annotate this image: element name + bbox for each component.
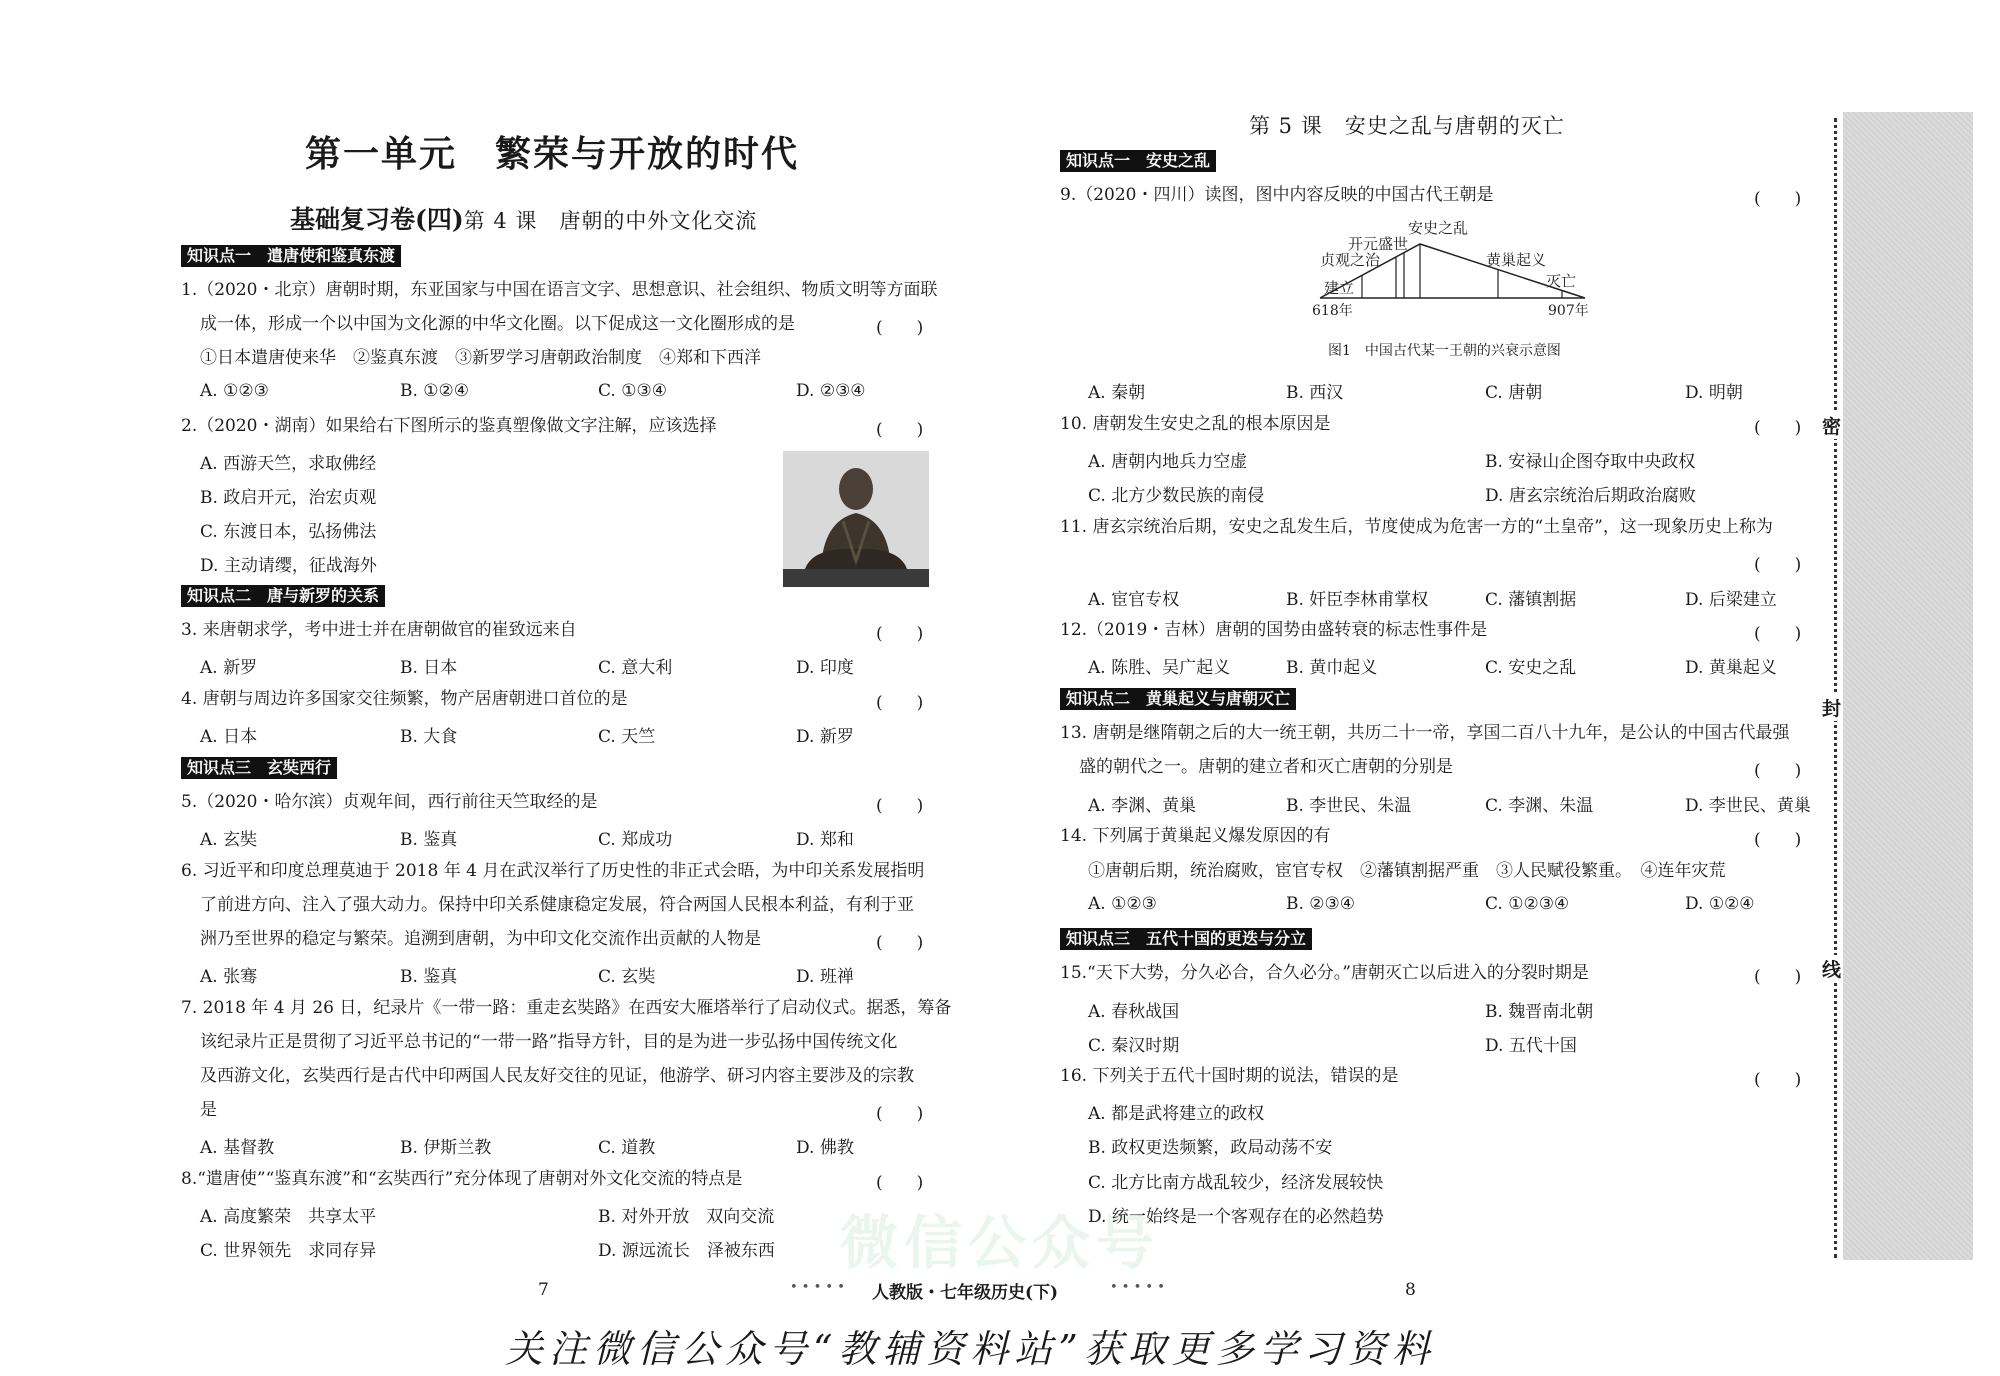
option: A. 宦官专权 [1088, 590, 1180, 610]
question-text: 10. 唐朝发生安史之乱的根本原因是 [1060, 414, 1331, 434]
question-text: 12.（2019・吉林）唐朝的国势由盛转衰的标志性事件是 [1060, 620, 1488, 640]
page-number-left: 7 [538, 1280, 549, 1300]
option: A. 秦朝 [1088, 383, 1146, 403]
answer-blank: ( ) [876, 933, 924, 953]
answer-blank: ( ) [876, 420, 924, 440]
option: D. 郑和 [796, 830, 854, 850]
option: B. 日本 [400, 658, 458, 678]
question-text: 7. 2018 年 4 月 26 日，纪录片《一带一路：重走玄奘路》在西安大雁塔举行了启动仪式。据悉，筹备 [181, 998, 952, 1018]
option: D. ①②④ [1685, 894, 1755, 914]
knowledge-point-header: 知识点一 安史之乱 [1060, 150, 1216, 172]
question-text: 14. 下列属于黄巢起义爆发原因的有 [1060, 826, 1331, 846]
answer-blank: ( ) [1754, 830, 1802, 850]
seal-char-xian: 线 [1822, 955, 1841, 982]
answer-blank: ( ) [1754, 418, 1802, 438]
option: D. 统一始终是一个客观存在的必然趋势 [1088, 1207, 1384, 1227]
question-text: 成一体，形成一个以中国为文化源的中华文化圈。以下促成这一文化圈形成的是 [200, 314, 795, 334]
question-text: 9.（2020・四川）读图，图中内容反映的中国古代王朝是 [1060, 185, 1494, 205]
option: B. ①②④ [400, 381, 470, 401]
knowledge-point-header: 知识点二 黄巢起义与唐朝灭亡 [1060, 688, 1296, 710]
paper-subtitle: 基础复习卷(四) [290, 205, 464, 234]
option: B. 魏晋南北朝 [1485, 1002, 1594, 1022]
footer-dots-right: • • • • • [1110, 1280, 1165, 1295]
option: D. 五代十国 [1485, 1036, 1577, 1056]
seal-char-feng: 封 [1822, 694, 1841, 721]
option: A. 高度繁荣 共享太平 [200, 1207, 377, 1227]
question-text: 是 [200, 1100, 217, 1120]
option: D. 新罗 [796, 727, 854, 747]
label-anshi: 安史之乱 [1408, 219, 1469, 237]
option: B. 鉴真 [400, 830, 458, 850]
question-text: 洲乃至世界的稳定与繁荣。追溯到唐朝，为中印文化交流作出贡献的人物是 [200, 929, 761, 949]
option: A. 李渊、黄巢 [1088, 796, 1197, 816]
option: A. 日本 [200, 727, 258, 747]
option: C. 李渊、朱温 [1485, 796, 1594, 816]
jianzhen-statue-image [783, 451, 929, 587]
option: B. 大食 [400, 727, 458, 747]
seal-dotted-line [1834, 118, 1837, 1258]
knowledge-point-header: 知识点一 遣唐使和鉴真东渡 [181, 245, 401, 267]
option: C. 唐朝 [1485, 383, 1543, 403]
option: D. 唐玄宗统治后期政治腐败 [1485, 486, 1696, 506]
option: B. 政权更迭频繁，政局动荡不安 [1088, 1138, 1333, 1158]
option: C. 道教 [598, 1138, 656, 1158]
option: C. 天竺 [598, 727, 656, 747]
option: C. 秦汉时期 [1088, 1036, 1180, 1056]
statue-icon [783, 451, 929, 587]
question-text: 4. 唐朝与周边许多国家交往频繁，物产居唐朝进口首位的是 [181, 689, 628, 709]
option: C. 意大利 [598, 658, 673, 678]
option: B. 黄巾起义 [1286, 658, 1378, 678]
label-618: 618年 [1312, 303, 1353, 319]
answer-blank: ( ) [1754, 1070, 1802, 1090]
question-text: 及西游文化，玄奘西行是古代中印两国人民友好交往的见证，他游学、研习内容主要涉及的宗教 [200, 1066, 914, 1086]
option: B. ②③④ [1286, 894, 1356, 914]
option: C. ①③④ [598, 381, 667, 401]
option: C. 玄奘 [598, 967, 656, 987]
label-907: 907年 [1548, 303, 1589, 319]
book-edition-label: 人教版・七年级历史(下) [872, 1283, 1059, 1303]
option: B. 政启开元，治宏贞观 [200, 488, 377, 508]
option: A. 陈胜、吴广起义 [1088, 658, 1231, 678]
question-text: 8.“遣唐使”“鉴真东渡”和“玄奘西行”充分体现了唐朝对外文化交流的特点是 [181, 1169, 743, 1189]
option: D. 后梁建立 [1685, 590, 1777, 610]
option: D. 佛教 [796, 1138, 854, 1158]
option: C. 郑成功 [598, 830, 673, 850]
option: A. 唐朝内地兵力空虚 [1088, 452, 1248, 472]
question-text: 13. 唐朝是继隋朝之后的大一统王朝，共历二十一帝，享国二百八十九年，是公认的中国古代最强 [1060, 723, 1790, 743]
option: C. 藩镇割据 [1485, 590, 1577, 610]
option: D. 班禅 [796, 967, 854, 987]
answer-blank: ( ) [876, 693, 924, 713]
answer-blank: ( ) [1754, 761, 1802, 781]
answer-blank: ( ) [876, 318, 924, 338]
label-zhenguan: 贞观之治 [1320, 251, 1381, 269]
label-huangchao: 黄巢起义 [1486, 251, 1547, 269]
option: A. 都是武将建立的政权 [1088, 1104, 1265, 1124]
option: B. 西汉 [1286, 383, 1344, 403]
option: D. 源远流长 泽被东西 [598, 1241, 775, 1261]
figure-caption: 图1 中国古代某一王朝的兴衰示意图 [1328, 343, 1561, 359]
question-text: 该纪录片正是贯彻了习近平总书记的“一带一路”指导方针，目的是为进一步弘扬中国传统文化 [200, 1032, 898, 1052]
option: B. 伊斯兰教 [400, 1138, 492, 1158]
question-text: 了前进方向、注入了强大动力。保持中印关系健康稳定发展，符合两国人民根本利益，有利于亚 [200, 895, 914, 915]
knowledge-point-header: 知识点二 唐与新罗的关系 [181, 585, 385, 607]
option: B. 鉴真 [400, 967, 458, 987]
option: C. 北方比南方战乱较少，经济发展较快 [1088, 1173, 1384, 1193]
question-text: 11. 唐玄宗统治后期，安史之乱发生后，节度使成为危害一方的“土皇帝”，这一现象历史上称为 [1060, 517, 1773, 537]
question-text: 盛的朝代之一。唐朝的建立者和灭亡唐朝的分别是 [1079, 757, 1453, 777]
option: B. 安禄山企图夺取中央政权 [1485, 452, 1696, 472]
unit-title: 第一单元 繁荣与开放的时代 [305, 133, 800, 175]
question-text: 15.“天下大势，分久必合，合久必分。”唐朝灭亡以后进入的分裂时期是 [1060, 963, 1589, 983]
option: A. 新罗 [200, 658, 258, 678]
question-text: 3. 来唐朝求学，考中进士并在唐朝做官的崔致远来自 [181, 620, 577, 640]
option: A. ①②③ [1088, 894, 1157, 914]
option: D. 李世民、黄巢 [1685, 796, 1811, 816]
question-text: 16. 下列关于五代十国时期的说法，错误的是 [1060, 1066, 1399, 1086]
label-kaiyuan: 开元盛世 [1348, 235, 1409, 253]
option: A. 基督教 [200, 1138, 275, 1158]
option: A. 张骞 [200, 967, 258, 987]
option: A. 春秋战国 [1088, 1002, 1180, 1022]
option: A. ①②③ [200, 381, 269, 401]
option: C. 北方少数民族的南侵 [1088, 486, 1265, 506]
answer-blank: ( ) [1754, 967, 1802, 987]
watermark: 微信公众号 [840, 1209, 1161, 1277]
question-text: 1.（2020・北京）唐朝时期，东亚国家与中国在语言文字、思想意识、社会组织、物质文明等方面联 [181, 280, 938, 300]
option: B. 奸臣李林甫掌权 [1286, 590, 1429, 610]
option: C. 世界领先 求同存异 [200, 1241, 377, 1261]
answer-blank: ( ) [1754, 624, 1802, 644]
option: C. 安史之乱 [1485, 658, 1577, 678]
question-text: 6. 习近平和印度总理莫迪于 2018 年 4 月在武汉举行了历史性的非正式会晤，为中印关系发展指明 [181, 861, 925, 881]
option: A. 西游天竺，求取佛经 [200, 454, 377, 474]
question-text: ①唐朝后期，统治腐败，宦官专权 ②藩镇割据严重 ③人民赋役繁重。 ④连年灾荒 [1088, 861, 1726, 881]
question-text: 2.（2020・湖南）如果给右下图所示的鉴真塑像做文字注解，应该选择 [181, 416, 717, 436]
footer-dots-left: • • • • • [790, 1280, 845, 1295]
question-text: ①日本遣唐使来华 ②鉴真东渡 ③新罗学习唐朝政治制度 ④郑和下西洋 [200, 348, 761, 368]
lesson-4-title: 第 4 课 唐朝的中外文化交流 [463, 209, 758, 233]
label-miewang: 灭亡 [1546, 272, 1577, 290]
answer-blank: ( ) [876, 796, 924, 816]
option: A. 玄奘 [200, 830, 258, 850]
option: B. 李世民、朱温 [1286, 796, 1412, 816]
dynasty-rise-fall-diagram [1300, 218, 1600, 338]
answer-blank: ( ) [876, 1173, 924, 1193]
knowledge-point-header: 知识点三 五代十国的更迭与分立 [1060, 928, 1312, 950]
option: D. 黄巢起义 [1685, 658, 1777, 678]
knowledge-point-header: 知识点三 玄奘西行 [181, 757, 337, 779]
option: D. 印度 [796, 658, 854, 678]
page-number-right: 8 [1405, 1280, 1416, 1300]
seal-strip [1843, 112, 1973, 1260]
option: B. 对外开放 双向交流 [598, 1207, 775, 1227]
answer-blank: ( ) [1754, 555, 1802, 575]
option: D. 明朝 [1685, 383, 1743, 403]
paper-heading [290, 200, 757, 236]
answer-blank: ( ) [876, 624, 924, 644]
promo-banner: 关注微信公众号“教辅资料站”获取更多学习资料 [505, 1327, 1436, 1371]
answer-blank: ( ) [876, 1104, 924, 1124]
label-jianli: 建立 [1324, 279, 1355, 297]
answer-blank: ( ) [1754, 189, 1802, 209]
option: D. 主动请缨，征战海外 [200, 556, 377, 576]
option: C. ①②③④ [1485, 894, 1570, 914]
option: C. 东渡日本，弘扬佛法 [200, 522, 377, 542]
seal-char-mi: 密 [1822, 412, 1841, 439]
option: D. ②③④ [796, 381, 866, 401]
lesson-5-title: 第 5 课 安史之乱与唐朝的灭亡 [1249, 114, 1565, 138]
question-text: 5.（2020・哈尔滨）贞观年间，西行前往天竺取经的是 [181, 792, 598, 812]
